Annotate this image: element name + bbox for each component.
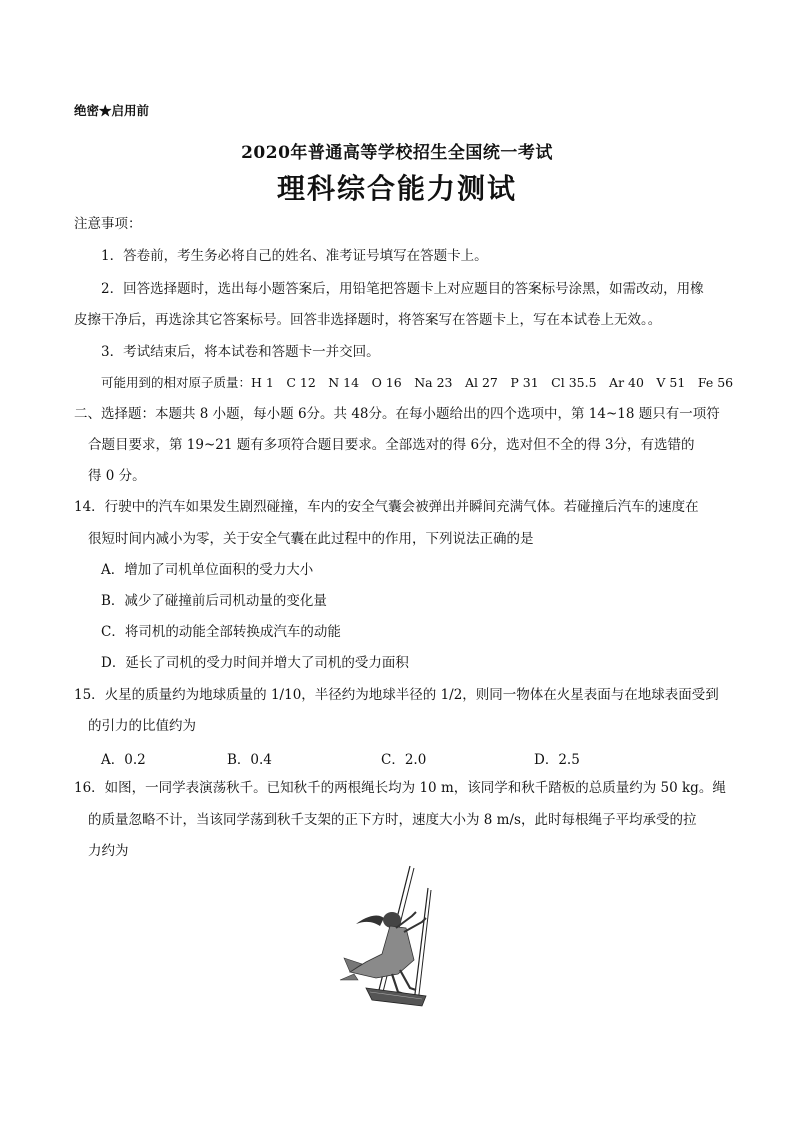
question-16-line-1: 16．如图，一同学表演荡秋千。已知秋千的两根绳长均为 10 m，该同学和秋千踏板的总质量约为 50 kg。绳 bbox=[74, 780, 726, 796]
notice-item-2-line-1: 2．回答选择题时，选出每小题答案后，用铅笔把答题卡上对应题目的答案标号涂黑，如需改动，用橡 bbox=[101, 281, 704, 297]
question-15-line-1: 15．火星的质量约为地球质量的 1/10，半径约为地球半径的 1/2，则同一物体在火星表面与在地球表面受到 bbox=[74, 687, 719, 703]
notice-heading: 注意事项： bbox=[74, 216, 142, 232]
exam-title: 2020年普通高等学校招生全国统一考试 bbox=[241, 143, 553, 163]
notice-item-1: 1．答卷前，考生务必将自己的姓名、准考证号填写在答题卡上。 bbox=[101, 248, 488, 264]
section-line-2: 合题目要求，第 19~21 题有多项符合题目要求。全部选对的得 6分，选对但不全的得 3分，有选错的 bbox=[88, 437, 695, 453]
question-14-option-d: D．延长了司机的受力时间并增大了司机的受力面积 bbox=[101, 655, 409, 671]
question-15-option-b: B．0.4 bbox=[227, 752, 272, 768]
question-16-line-2: 的质量忽略不计，当该同学荡到秋千支架的正下方时，速度大小为 8 m/s，此时每根绳子平均承受的拉 bbox=[88, 812, 697, 828]
section-line-3: 得 0 分。 bbox=[88, 468, 146, 484]
question-15-option-a: A．0.2 bbox=[101, 752, 146, 768]
section-line-1: 二、选择题：本题共 8 小题，每小题 6分。共 48分。在每小题给出的四个选项中，第 14~18 题只有一项符 bbox=[74, 406, 720, 422]
question-14-option-a: A．增加了司机单位面积的受力大小 bbox=[101, 562, 314, 578]
subject-title: 理科综合能力测试 bbox=[276, 172, 517, 205]
question-15-option-d: D．2.5 bbox=[534, 752, 580, 768]
question-15-option-c: C．2.0 bbox=[381, 752, 427, 768]
question-14-line-2: 很短时间内减小为零，关于安全气囊在此过程中的作用，下列说法正确的是 bbox=[88, 531, 534, 547]
question-14-option-b: B．减少了碰撞前后司机动量的变化量 bbox=[101, 593, 327, 609]
notice-item-2-line-2: 皮擦干净后，再选涂其它答案标号。回答非选择题时，将答案写在答题卡上，写在本试卷上无效。。 bbox=[74, 312, 662, 328]
question-16-line-3: 力约为 bbox=[88, 843, 129, 859]
notice-item-3: 3．考试结束后，将本试卷和答题卡一并交回。 bbox=[101, 344, 380, 360]
secret-mark: 绝密★启用前 bbox=[74, 103, 150, 118]
atomic-mass-line: 可能用到的相对原子质量：H 1 C 12 N 14 O 16 Na 23 Al 27 P 31 Cl 35.5 Ar 40 V 51 Fe 56 bbox=[101, 375, 734, 390]
question-14-line-1: 14．行驶中的汽车如果发生剧烈碰撞，车内的安全气囊会被弹出并瞬间充满气体。若碰撞后汽车的速度在 bbox=[74, 499, 699, 515]
question-14-option-c: C．将司机的动能全部转换成汽车的动能 bbox=[101, 624, 341, 640]
question-15-line-2: 的引力的比值约为 bbox=[88, 718, 196, 734]
swing-illustration bbox=[336, 862, 454, 1012]
